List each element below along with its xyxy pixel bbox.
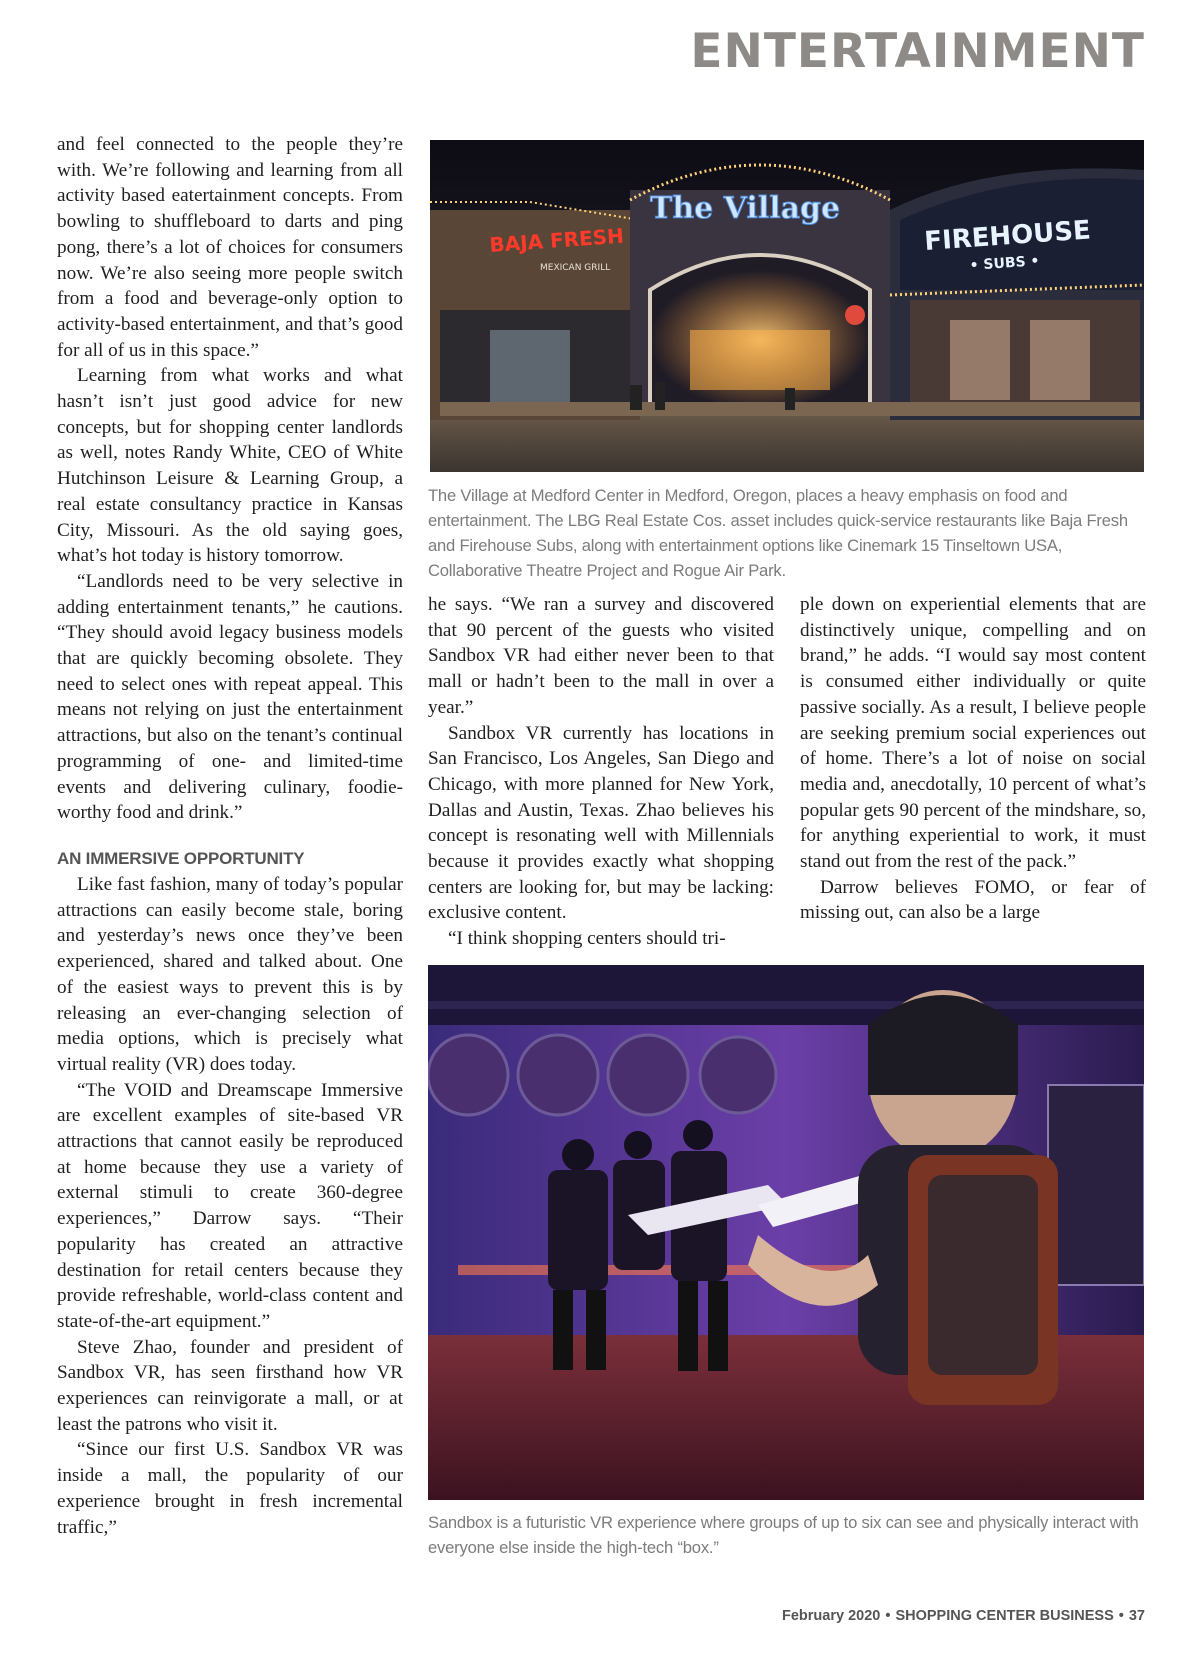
the-village-sign: The Village [650, 191, 841, 226]
paragraph: and feel connected to the people they’re with. We’re following and learning from all activity based eatertainment concepts. From bowling to shuffleboard to darts and ping pong, there’s a lot of choices for consumers now. We’re also seeing more people switch from a food and beverage-only option to activity-based entertainment, and that’s good for all of us in this space.” [57, 134, 403, 361]
section-title: ENTERTAINMENT [690, 24, 1145, 79]
paragraph: Steve Zhao, founder and president of Sandbox VR, has seen firsthand how VR experiences can reinvigorate a mall, or at least the patrons who visit it. [57, 1336, 403, 1435]
photo-caption-1: The Village at Medford Center in Medford, Oregon, places a heavy emphasis on food and entertainment. The LBG Real Estate Cos. asset includes quick-service restaurants like Baja Fresh and Firehouse Subs, along with entertainment options like Cinemark 15 Tinseltown USA, Collaborative Theatre Project and Rogue Air Park. [428, 486, 1128, 580]
paragraph: “The VOID and Dreamscape Immersive are excellent examples of site-based VR attractions that cannot easily be reproduced at home because they use a variety of external stimuli to create 360-degree experiences,” Darrow says. “Their popularity has created an attractive destination for retail centers because they provide refreshable, world-class content and state-of-the-art equipment.” [57, 1079, 403, 1332]
village-photo [430, 140, 1144, 472]
page-footer [782, 1608, 1145, 1624]
paragraph: Sandbox VR currently has locations in San Francisco, Los Angeles, San Diego and Chicago, with more planned for New York, Dallas and Austin, Texas. Zhao believes his concept is resonating well with Millennials because it provides exactly what shopping centers are looking for, but may be lacking: exclusive content. [428, 722, 774, 924]
article-column-3 [800, 592, 1146, 926]
photo-caption-2: Sandbox is a futuristic VR experience where groups of up to six can see and physically interact with everyone else inside the high-tech “box.” [428, 1513, 1139, 1557]
firehouse-subsign: • SUBS • [969, 253, 1040, 274]
footer-separator: • [1118, 1608, 1124, 1624]
paragraph: “Landlords need to be very selective in adding entertainment tenants,” he cautions. “They should avoid legacy business models that are quickly becoming obsolete. They need to select ones with repeat appeal. This means not relying on just the entertainment attractions, but also on the tenant’s continual programming of one- and limited-time events and delivering culinary, foodie-worthy food and drink.” [57, 570, 403, 824]
article-column-1 [57, 132, 403, 1540]
paragraph: ple down on experiential elements that are distinctively unique, compelling and on brand,” he adds. “I would say most content is consumed either individually or quite passive socially. As a result, I believe people are seeking premium social experiences out of home. There’s a lot of noise on social media and, anecdotally, 10 percent of what’s popular gets 90 percent of the mindshare, so, for anything experiential to work, it must stand out from the rest of the pack.” [800, 594, 1146, 873]
paragraph: Learning from what works and what hasn’t isn’t just good advice for new concepts, but for shopping center landlords as well, notes Randy White, CEO of White Hutchinson Leisure & Learning Group, a real estate consultancy practice in Kansas City, Missouri. As the old saying goes, what’s hot today is history tomorrow. [57, 365, 403, 567]
village-photo-illustration [430, 140, 1144, 472]
sandbox-vr-photo [428, 965, 1144, 1500]
paragraph: “Since our first U.S. Sandbox VR was inside a mall, the popularity of our experience brought in fresh incremental traffic,” [57, 1439, 403, 1538]
footer-separator: • [885, 1608, 891, 1624]
article-column-2 [428, 592, 774, 952]
sandbox-vr-photo-illustration [428, 965, 1144, 1500]
page-number: 37 [1128, 1608, 1145, 1624]
publication-name: SHOPPING CENTER BUSINESS [895, 1608, 1114, 1624]
paragraph: he says. “We ran a survey and discovered that 90 percent of the guests who visited Sandbox VR had either never been to that mall or hadn’t been to the mall in over a year.” [428, 594, 774, 718]
baja-fresh-sign: BAJA FRESH [488, 223, 625, 257]
paragraph: “I think shopping centers should tri- [448, 928, 726, 950]
firehouse-sign: FIREHOUSE [923, 215, 1092, 257]
paragraph: Like fast fashion, many of today’s popular attractions can easily become stale, boring and yesterday’s news once they’ve been experienced, shared and talked about. One of the easiest ways to prevent this is by releasing an ever-changing selection of media options, which is precisely what virtual reality (VR) does today. [57, 873, 403, 1075]
paragraph: Darrow believes FOMO, or fear of missing out, can also be a large [800, 876, 1146, 924]
section-heading: AN IMMERSIVE OPPORTUNITY [57, 848, 305, 868]
issue-date: February 2020 [782, 1608, 881, 1624]
baja-fresh-subsign: MEXICAN GRILL [540, 263, 611, 273]
